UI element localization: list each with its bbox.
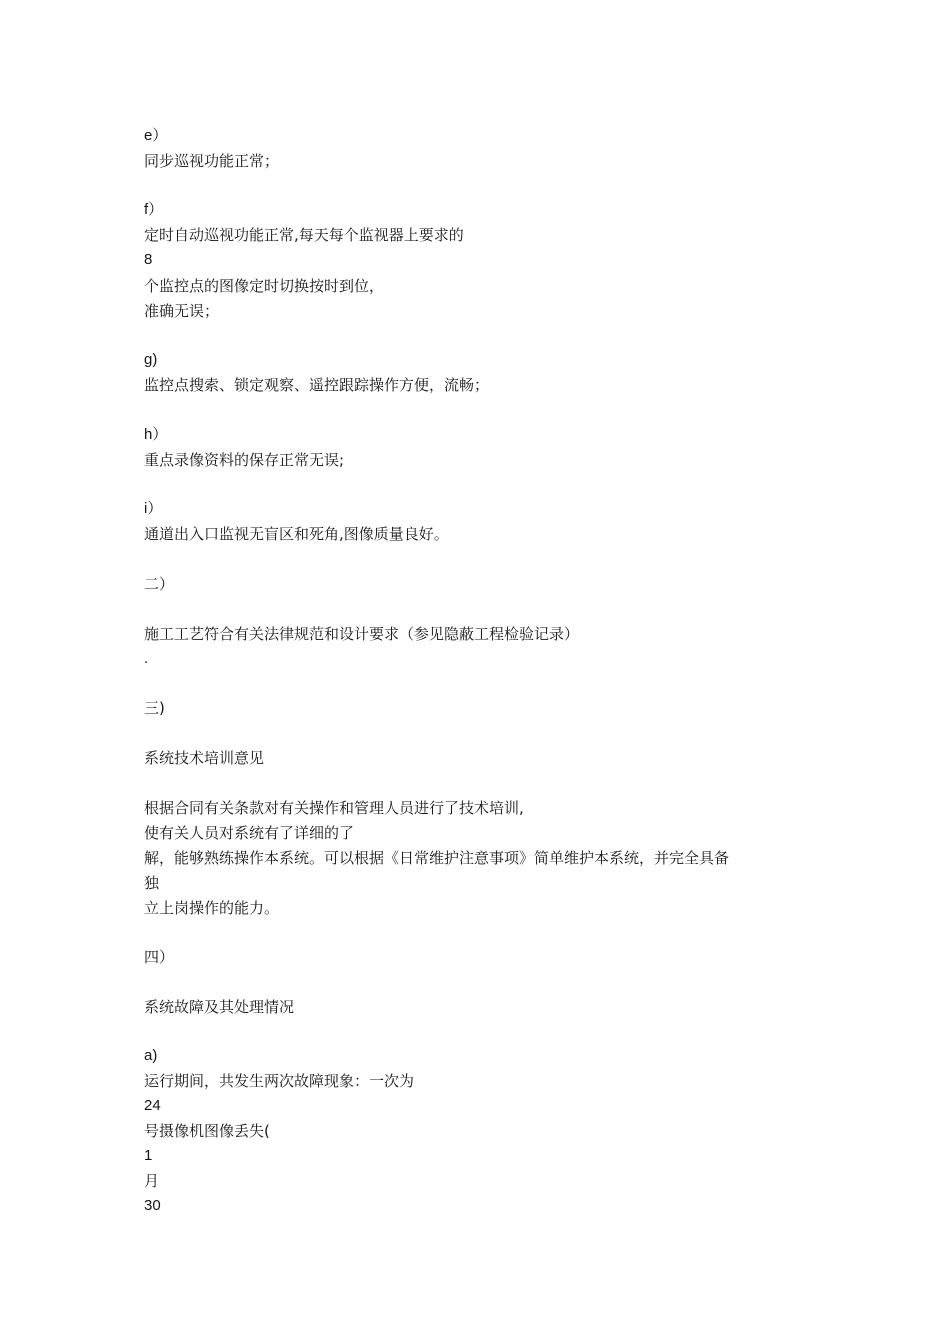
text-line: 监控点搜索、锁定观察、遥控跟踪操作方便，流畅； bbox=[144, 376, 490, 394]
section-title: 系统技术培训意见 bbox=[144, 749, 265, 767]
text-line: 立上岗操作的能力。 bbox=[144, 899, 280, 917]
number-value: 30 bbox=[144, 1197, 161, 1214]
item-label-f: f） bbox=[144, 201, 164, 218]
number-value: 1 bbox=[144, 1147, 153, 1164]
number-value: 8 bbox=[144, 251, 153, 268]
text-line: 施工工艺符合有关法律规范和设计要求（参见隐蔽工程检验记录） bbox=[144, 625, 580, 643]
text-line: 同步巡视功能正常； bbox=[144, 152, 280, 170]
text-line: 独 bbox=[144, 874, 160, 892]
text-line: 解，能够熟练操作本系统。可以根据《日常维护注意事项》简单维护本系统，并完全具备 bbox=[144, 849, 730, 867]
text-line: 号摄像机图像丢失( bbox=[144, 1122, 270, 1140]
text-line: 根据合同有关条款对有关操作和管理人员进行了技术培训, bbox=[144, 799, 524, 817]
text-line: 运行期间，共发生两次故障现象：一次为 bbox=[144, 1072, 415, 1090]
number-value: 24 bbox=[144, 1097, 161, 1114]
text-line: 重点录像资料的保存正常无误; bbox=[144, 451, 345, 469]
section-heading-2: 二） bbox=[144, 575, 175, 593]
text-line: 通道出入口监视无盲区和死角,图像质量良好。 bbox=[144, 525, 449, 543]
item-label-h: h） bbox=[144, 426, 168, 443]
item-label-i: i） bbox=[144, 500, 163, 517]
period-mark: . bbox=[144, 650, 149, 667]
item-label-e: e） bbox=[144, 127, 168, 144]
text-line: 定时自动巡视功能正常,每天每个监视器上要求的 bbox=[144, 226, 464, 244]
item-label-g: g) bbox=[144, 351, 158, 368]
section-title: 系统故障及其处理情况 bbox=[144, 998, 295, 1016]
text-line: 准确无误； bbox=[144, 302, 220, 320]
section-heading-3: 三) bbox=[144, 699, 165, 717]
item-label-a: a) bbox=[144, 1047, 158, 1064]
section-heading-4: 四） bbox=[144, 948, 175, 966]
text-line: 月 bbox=[144, 1172, 160, 1190]
text-line: 个监控点的图像定时切换按时到位， bbox=[144, 277, 385, 295]
text-line: 使有关人员对系统有了详细的了 bbox=[144, 824, 355, 842]
